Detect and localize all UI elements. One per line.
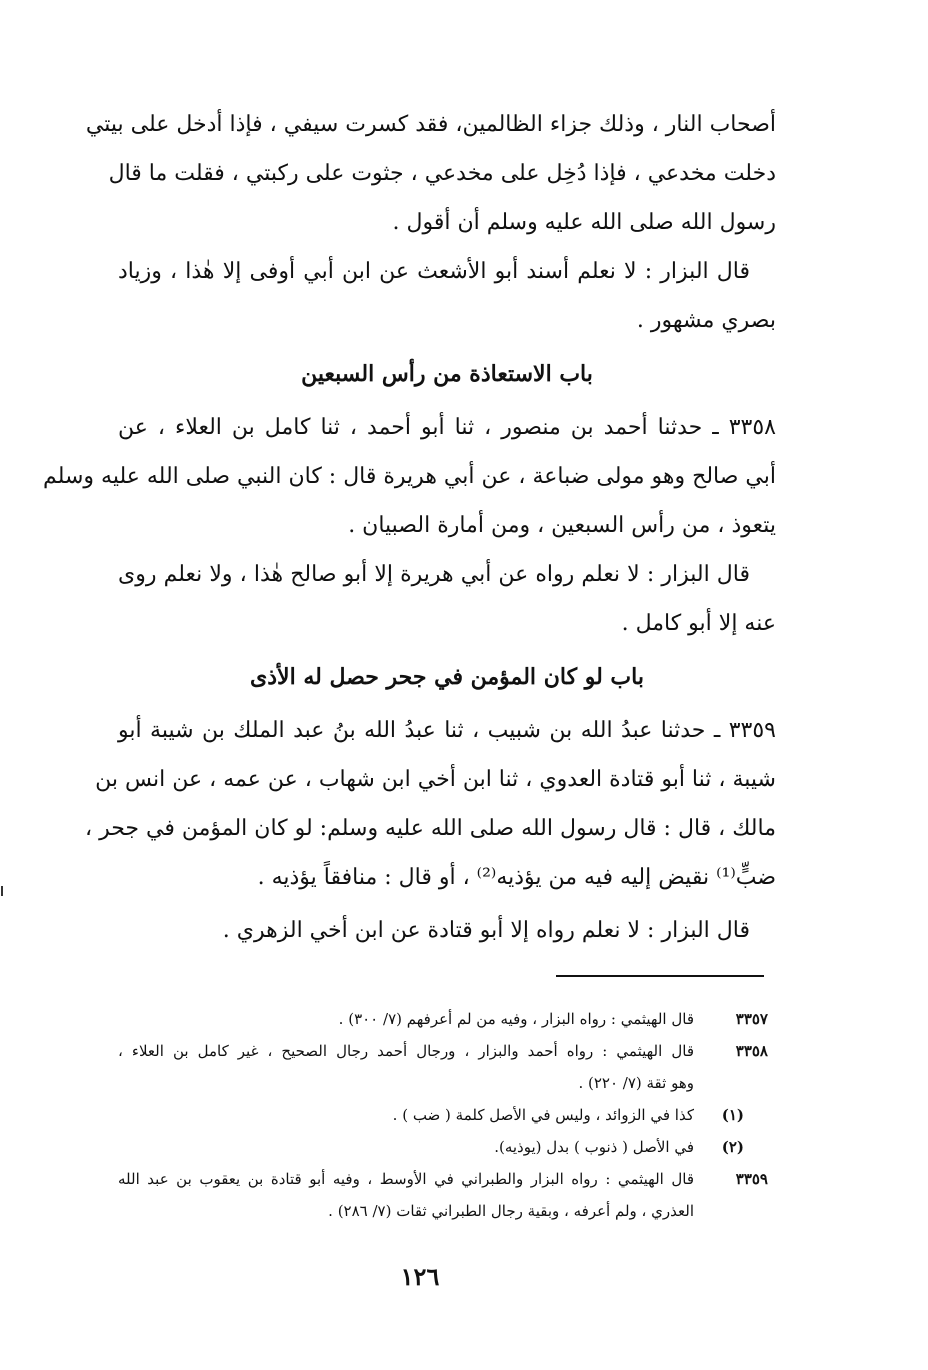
bazzar-comment: قال البزار : لا نعلم أسند أبو الأشعث عن ابن أبي أوفى إلا هٰذا ، وزياد <box>118 259 750 284</box>
footnote-number: (١) <box>721 1106 744 1124</box>
footnote-text: قال الهيثمي : رواه البزار ، وفيه من لم أعرفهم (٧/ ٣٠٠) . <box>338 1010 694 1028</box>
footnote-3359 <box>118 1163 768 1195</box>
bazzar-comment-cont: بصري مشهور . <box>636 308 776 333</box>
footnote-text: قال الهيثمي : رواه البزار والطبراني في الأوسط ، وفيه أبو قتادة بن يعقوب بن عبد الله <box>118 1170 694 1188</box>
main-text <box>43 100 776 960</box>
chapter-heading: باب الاستعاذة من رأس السبعين <box>301 361 593 387</box>
footnote-continuation: وهو ثقة (٧/ ٢٢٠) . <box>578 1074 694 1092</box>
footnote-3357 <box>118 1003 768 1035</box>
hadith-line: ٣٣٥٨ ـ حدثنا أحمد بن منصور ، ثنا أبو أحمد ، ثنا كامل بن العلاء ، عن <box>118 415 776 440</box>
chapter-heading: باب لو كان المؤمن في جحر حصل له الأذى <box>250 664 644 690</box>
hadith-line: مالك ، قال : قال رسول الله صلى الله عليه وسلم: لو كان المؤمن في جحر ، <box>84 816 776 841</box>
text-line: رسول الله صلى الله عليه وسلم أن أقول . <box>392 210 776 235</box>
footnote-text: كذا في الزوائد ، وليس في الأصل كلمة ( ضب ) . <box>392 1106 694 1124</box>
scan-edge-mark <box>1 886 3 896</box>
footnote-separator <box>556 975 764 977</box>
hadith-line: شيبة ، ثنا أبو قتادة العدوي ، ثنا ابن أخي ابن شهاب ، عن عمه ، عن انس بن <box>95 767 776 792</box>
hadith-line: ٣٣٥٩ ـ حدثنا عبدُ الله بن شبيب ، ثنا عبدُ الله بنُ عبد الملك بن شيبة أبو <box>118 718 776 743</box>
footnote-text: قال الهيثمي : رواه أحمد والبزار ، ورجال أحمد رجال الصحيح ، غير كامل بن العلاء ، <box>118 1042 694 1060</box>
footnote-number: ٣٣٥٨ <box>735 1042 768 1060</box>
bazzar-comment: قال البزار : لا نعلم رواه إلا أبو قتادة عن ابن أخي الزهري . <box>222 918 750 943</box>
hadith-line: أبي صالح وهو مولى ضباعة ، عن أبي هريرة قال : كان النبي صلى الله عليه وسلم <box>43 464 776 489</box>
footnote-number: ٣٣٥٧ <box>735 1010 768 1028</box>
bazzar-comment: قال البزار : لا نعلم رواه عن أبي هريرة إلا أبو صالح هٰذا ، ولا نعلم روى <box>118 562 750 587</box>
text-line: دخلت مخدعي ، فإذا دُخِل على مخدعي ، جثوت على ركبتي ، فقلت ما قال <box>108 161 776 186</box>
footnote-1 <box>118 1099 768 1131</box>
text-line: أصحاب النار ، وذلك جزاء الظالمين، فقد كسرت سيفي ، فإذا أدخل على بيتي <box>85 112 776 137</box>
footnotes <box>118 1003 768 1227</box>
footnote-text: في الأصل ( ذنوب ) بدل (يوذيه). <box>494 1138 694 1156</box>
footnote-3358 <box>118 1035 768 1067</box>
hadith-line: يتعوذ ، من رأس السبعين ، ومن أمارة الصبيان . <box>348 513 776 538</box>
bazzar-comment-cont: عنه إلا أبو كامل . <box>621 611 776 636</box>
footnote-number: ٣٣٥٩ <box>735 1170 768 1188</box>
footnote-continuation: العذري ، ولم أعرفه ، وبقية رجال الطبراني ثقات (٧/ ٢٨٦) . <box>328 1202 694 1220</box>
hadith-line: ضبٍّ⁽¹⁾ نقيض إليه فيه من يؤذيه⁽²⁾ ، أو قال : منافقاً يؤذيه . <box>257 865 776 890</box>
page-number: ١٢٦ <box>400 1262 440 1291</box>
footnote-number: (٢) <box>721 1138 744 1156</box>
footnote-2 <box>118 1131 768 1163</box>
